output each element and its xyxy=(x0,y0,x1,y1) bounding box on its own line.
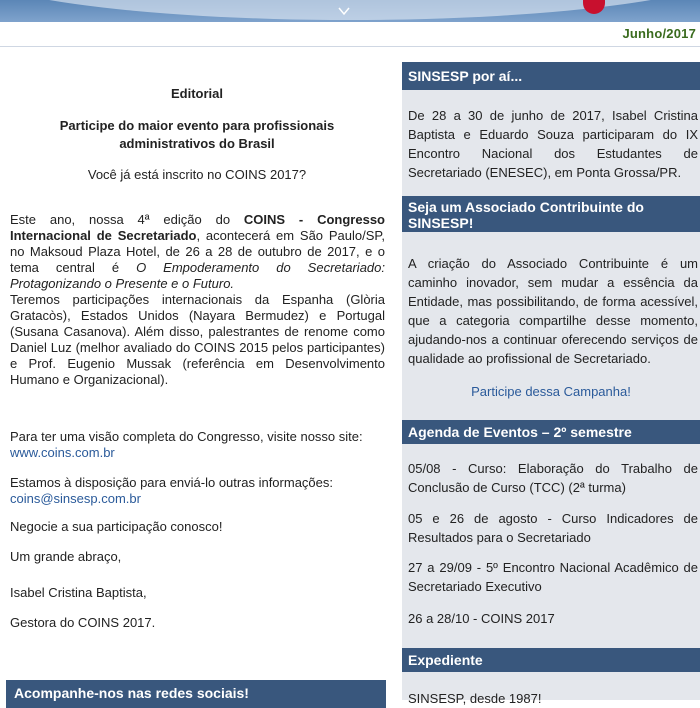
social-heading-bar xyxy=(6,680,386,708)
p4-text: Estamos à disposição para enviá-lo outras informações: xyxy=(10,475,333,490)
editorial-paragraph-1 xyxy=(10,212,385,292)
sinsesp-por-ai-body: De 28 a 30 de junho de 2017, Isabel Cristina Baptista e Eduardo Souza participaram do IX Encontro Nacional dos Estudantes de Secretariado (ENESEC), em Ponta Grossa/PR. xyxy=(408,108,698,180)
editorial-paragraph-8: Gestora do COINS 2017. xyxy=(10,615,156,630)
top-banner xyxy=(0,0,700,22)
date-bar xyxy=(0,22,700,47)
agenda-heading-bar xyxy=(402,420,700,444)
chevron-down-icon xyxy=(337,4,351,18)
event-item: 05/08 - Curso: Elaboração do Trabalho de Conclusão de Curso (TCC) (2ª turma) xyxy=(408,461,698,495)
editorial-paragraph-6: Um grande abraço, xyxy=(10,549,122,564)
coins-site-link[interactable]: www.coins.com.br xyxy=(10,445,115,460)
editorial-paragraph-7: Isabel Cristina Baptista, xyxy=(10,585,147,600)
associado-body: A criação do Associado Contribuinte é um caminho inovador, sem mudar a essência da Entidade, mas possibilitando, de forma acessível, que a categoria compartilhe desse momento, ajudando-nos a continuar oferecendo serviços de qualidade ao profissional de Secretariado. xyxy=(408,256,698,366)
editorial-paragraph-5: Negocie a sua participação conosco! xyxy=(10,519,223,534)
editorial-paragraph-4 xyxy=(10,475,385,507)
p1-text-a: Este ano, nossa 4ª edição do xyxy=(10,212,244,227)
campanha-link[interactable]: Participe dessa Campanha! xyxy=(471,384,631,399)
p3-text: Para ter uma visão completa do Congresso, visite nosso site: xyxy=(10,429,363,444)
sinsesp-por-ai-heading: SINSESP por aí... xyxy=(408,68,523,84)
editorial-heading: Editorial xyxy=(170,86,223,101)
editorial-subtitle: Participe do maior evento para profissionais administrativos do Brasil xyxy=(59,118,335,151)
agenda-heading: Agenda de Eventos – 2º semestre xyxy=(408,424,632,440)
event-item: 27 a 29/09 - 5º Encontro Nacional Acadêmico de Secretariado Executivo xyxy=(408,560,698,594)
expediente-heading: Expediente xyxy=(408,652,483,668)
sidebar xyxy=(402,62,700,706)
issue-date: Junho/2017 xyxy=(622,26,696,41)
editorial-paragraph-2: Teremos participações internacionais da Espanha (Glòria Gratacòs), Estados Unidos (Nayara Bermudez) e Portugal (Susana Casanova). Além disso, palestrantes de renome como Daniel Luz (melhor avaliado do COINS 2015 pelos participantes) e Prof. Eugenio Mussak (referência em Desenvolvimento Humano e Organizacional). xyxy=(10,292,385,387)
p1-bold: COINS - Congresso Internacional de Secretariado xyxy=(10,212,385,243)
brand-logo-icon xyxy=(583,0,605,14)
expediente-body: SINSESP, desde 1987! xyxy=(408,691,542,706)
editorial-column xyxy=(0,62,394,700)
event-item: 26 a 28/10 - COINS 2017 xyxy=(408,611,555,626)
sinsesp-por-ai-heading-bar xyxy=(402,62,700,90)
social-heading: Acompanhe-nos nas redes sociais! xyxy=(14,685,249,701)
editorial-question: Você já está inscrito no COINS 2017? xyxy=(87,167,307,182)
associado-heading-bar xyxy=(402,196,700,232)
p1-italic: O Empoderamento do Secretariado: Protagonizando o Presente e o Futuro. xyxy=(10,260,385,291)
coins-email-link[interactable]: coins@sinsesp.com.br xyxy=(10,491,141,506)
p1-text-b: , acontecerá em São Paulo/SP, no Maksoud Plaza Hotel, de 26 a 28 de outubro de 2017, e o tema central é xyxy=(10,228,385,275)
editorial-paragraph-3 xyxy=(10,429,385,461)
event-item: 05 e 26 de agosto - Curso Indicadores de Resultados para o Secretariado xyxy=(408,511,698,545)
associado-heading: Seja um Associado Contribuinte do SINSESP! xyxy=(408,199,644,231)
expediente-heading-bar xyxy=(402,648,700,672)
